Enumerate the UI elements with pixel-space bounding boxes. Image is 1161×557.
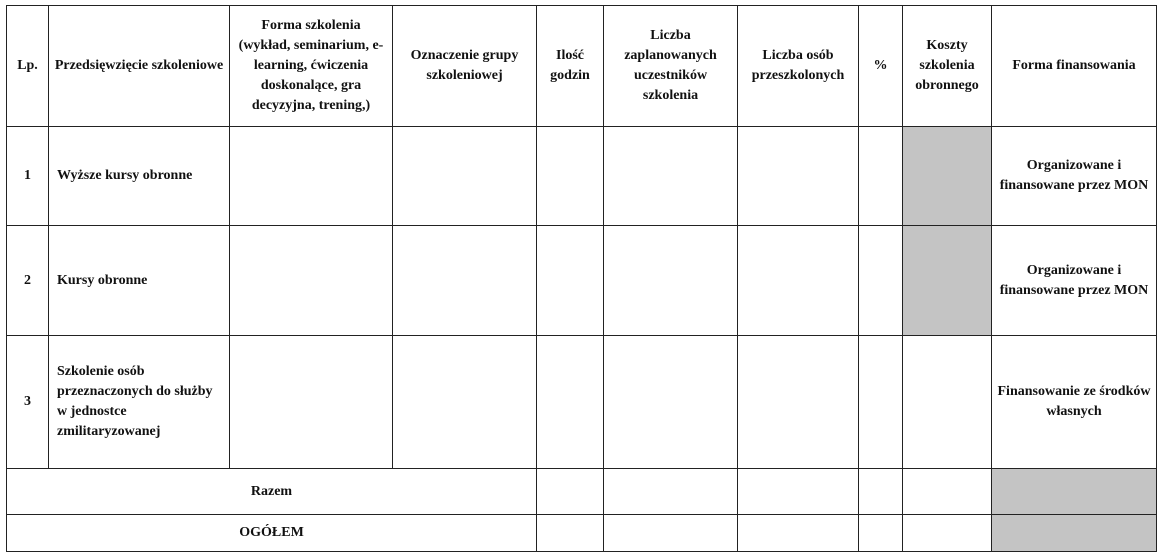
row-financing: Organizowane i finansowane przez MON bbox=[992, 127, 1157, 226]
row-przeszkoleni-cell bbox=[738, 127, 859, 226]
razem-koszty-cell bbox=[903, 469, 992, 515]
row-koszty-cell-shaded bbox=[903, 226, 992, 336]
row-godziny-cell bbox=[537, 336, 604, 469]
row-procent-cell bbox=[859, 226, 903, 336]
header-przedsiewziecie: Przedsięwzięcie szkoleniowe bbox=[49, 6, 230, 127]
row-godziny-cell bbox=[537, 127, 604, 226]
header-lp: Lp. bbox=[7, 6, 49, 127]
ogolem-procent-cell bbox=[859, 515, 903, 552]
training-table bbox=[6, 5, 1157, 552]
row-forma-cell bbox=[230, 127, 393, 226]
header-liczba-przeszkolonych: Liczba osób przeszkolonych bbox=[738, 6, 859, 127]
row-grupa-cell bbox=[393, 336, 537, 469]
ogolem-label: OGÓŁEM bbox=[7, 515, 537, 552]
ogolem-godziny-cell bbox=[537, 515, 604, 552]
row-forma-cell bbox=[230, 226, 393, 336]
row-procent-cell bbox=[859, 127, 903, 226]
header-row bbox=[7, 6, 1157, 127]
row-procent-cell bbox=[859, 336, 903, 469]
header-koszty: Koszty szkolenia obronnego bbox=[903, 6, 992, 127]
row-koszty-cell-shaded bbox=[903, 127, 992, 226]
row-financing: Finansowanie ze środków własnych bbox=[992, 336, 1157, 469]
row-lp: 2 bbox=[7, 226, 49, 336]
razem-row bbox=[7, 469, 1157, 515]
header-ilosc-godzin: Ilość godzin bbox=[537, 6, 604, 127]
row-zaplanowani-cell bbox=[604, 127, 738, 226]
razem-przeszkoleni-cell bbox=[738, 469, 859, 515]
header-forma-finansowania: Forma finansowania bbox=[992, 6, 1157, 127]
row-godziny-cell bbox=[537, 226, 604, 336]
row-financing: Organizowane i finansowane przez MON bbox=[992, 226, 1157, 336]
row-name: Kursy obronne bbox=[49, 226, 230, 336]
row-zaplanowani-cell bbox=[604, 336, 738, 469]
header-forma-szkolenia: Forma szkolenia (wykład, seminarium, e-learning, ćwiczenia doskonalące, gra decyzyjna, trening,) bbox=[230, 6, 393, 127]
header-liczba-zaplanowanych: Liczba zaplanowanych uczestników szkolenia bbox=[604, 6, 738, 127]
row-forma-cell bbox=[230, 336, 393, 469]
row-przeszkoleni-cell bbox=[738, 226, 859, 336]
row-grupa-cell bbox=[393, 226, 537, 336]
row-lp: 3 bbox=[7, 336, 49, 469]
ogolem-koszty-cell bbox=[903, 515, 992, 552]
row-lp: 1 bbox=[7, 127, 49, 226]
header-oznaczenie-grupy: Oznaczenie grupy szkoleniowej bbox=[393, 6, 537, 127]
ogolem-financing-cell-shaded bbox=[992, 515, 1157, 552]
row-zaplanowani-cell bbox=[604, 226, 738, 336]
razem-godziny-cell bbox=[537, 469, 604, 515]
table-row bbox=[7, 336, 1157, 469]
row-name: Szkolenie osób przeznaczonych do służby w jednostce zmilitaryzowanej bbox=[49, 336, 230, 469]
ogolem-przeszkoleni-cell bbox=[738, 515, 859, 552]
razem-financing-cell-shaded bbox=[992, 469, 1157, 515]
ogolem-row bbox=[7, 515, 1157, 552]
header-procent: % bbox=[859, 6, 903, 127]
ogolem-zaplanowani-cell bbox=[604, 515, 738, 552]
row-grupa-cell bbox=[393, 127, 537, 226]
razem-procent-cell bbox=[859, 469, 903, 515]
row-przeszkoleni-cell bbox=[738, 336, 859, 469]
row-koszty-cell bbox=[903, 336, 992, 469]
table-row bbox=[7, 127, 1157, 226]
row-name: Wyższe kursy obronne bbox=[49, 127, 230, 226]
razem-zaplanowani-cell bbox=[604, 469, 738, 515]
razem-label: Razem bbox=[7, 469, 537, 515]
table-row bbox=[7, 226, 1157, 336]
